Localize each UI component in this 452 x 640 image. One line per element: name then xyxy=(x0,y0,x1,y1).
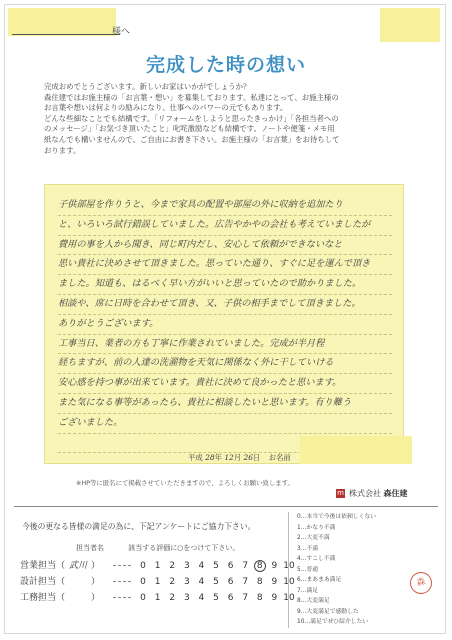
publication-note: ※HP等に匿名にて掲載させていただきますので、よろしくお願い致します。 xyxy=(76,479,294,487)
page-title: 完成した時の想い xyxy=(145,54,306,76)
company-logo-icon: m xyxy=(337,489,344,497)
rating-option[interactable]: 5 xyxy=(213,561,219,571)
letter-line: 思い貴社に決めさせて頂きました。思っていた通り、すぐに足を運んで頂き xyxy=(58,255,392,275)
letter-line: 費用の事を人から聞き、同じ町内だし、安心して依頼ができないなと xyxy=(58,236,392,256)
rating-option[interactable]: 6 xyxy=(227,593,234,603)
rating-role-close: ） xyxy=(91,577,101,587)
intro-line: 紙なんでも構いませんので、ご自由にお書き下さい。お施主様の「お言葉」をお待ちして xyxy=(44,134,340,144)
rating-scale[interactable] xyxy=(136,577,297,587)
staff-name[interactable]: 武川 xyxy=(69,561,88,571)
letter-line: また気になる事等があったら、貴社に相談したいと思います。有り難う xyxy=(58,394,392,414)
rating-option[interactable]: 8 xyxy=(256,577,263,587)
rating-option[interactable]: 3 xyxy=(183,593,190,603)
letter-line: ございました。 xyxy=(58,414,392,434)
company-block xyxy=(336,488,408,499)
rating-option[interactable]: 3 xyxy=(183,577,190,587)
date-year-unit: 年 xyxy=(214,453,222,462)
intro-line: 森住建ではお施主様の「お言葉・想い」を募集しております。私達にとって、お施主様の xyxy=(44,92,339,102)
intro-line: のメッセージ」「お気づき頂いたこと」叱咤激励なども結構です。ノートや便箋・メモ用 xyxy=(44,124,335,134)
letter-line: 子供部屋を作りうと、今まで家具の配置や部屋の外に収納を追加たり xyxy=(58,196,392,216)
addressee-line xyxy=(12,34,120,35)
rating-option[interactable]: 3 xyxy=(183,561,190,571)
rating-role: 設計担当（ xyxy=(20,577,66,587)
legend-item: 2…大変不満 xyxy=(297,535,330,541)
rating-option[interactable]: 1 xyxy=(154,593,161,603)
intro-text xyxy=(44,82,416,156)
rating-option[interactable]: 0 xyxy=(140,561,146,571)
rating-option[interactable]: 7 xyxy=(242,561,249,571)
rating-instruction: 該当する評価に○をつけて下さい。 xyxy=(128,544,240,552)
addressee-suffix: 様へ xyxy=(112,27,131,37)
legend-item: 3…不満 xyxy=(297,545,319,552)
survey-heading: 今後の更なる皆様の満足の為に、下記アンケートにご協力下さい。 xyxy=(22,522,256,531)
rating-option[interactable]: 4 xyxy=(198,577,205,587)
legend-item: 10…満足でぜひ紹介したい xyxy=(297,619,369,625)
rating-option[interactable]: 5 xyxy=(213,577,219,587)
legend-item: 0…本当で今後は依頼しくない xyxy=(297,514,377,520)
addressee-highlight xyxy=(8,8,116,36)
rating-option[interactable]: 4 xyxy=(198,593,205,603)
letter-line: 工事当日、業者の方も丁寧に作業されていました。完成が半月程 xyxy=(58,335,392,355)
intro-line: おります。 xyxy=(44,145,81,155)
date-day-unit: 日 xyxy=(252,453,261,462)
letter-line: 経ちますが、前の人達の洗濯物を天気に関係なく外に干していける xyxy=(58,354,392,374)
rating-option[interactable]: 2 xyxy=(169,593,176,603)
rating-option[interactable]: 1 xyxy=(154,561,161,571)
rating-row-sales xyxy=(20,558,296,572)
rating-option[interactable]: 0 xyxy=(140,577,146,587)
rating-option[interactable]: 8 xyxy=(256,593,263,603)
legend-item: 6…まあまあ満足 xyxy=(297,577,342,583)
rating-scale[interactable] xyxy=(136,593,297,603)
rating-row-construction xyxy=(20,590,296,603)
legend-item: 4…すこし不満 xyxy=(297,556,336,562)
section-divider xyxy=(14,506,438,507)
rating-option[interactable]: 2 xyxy=(169,577,176,587)
letter-line: と、いろいろ試行錯誤していました。広告やかやの会社も考えていましたが xyxy=(58,216,392,236)
rating-row-label xyxy=(20,574,108,587)
rating-option[interactable]: 2 xyxy=(169,561,176,571)
rating-option[interactable]: 6 xyxy=(227,561,234,571)
date-day: 26 xyxy=(243,453,253,462)
rating-row-design xyxy=(20,574,296,587)
rating-option[interactable]: 5 xyxy=(213,593,219,603)
letter-line: 相談や、席に日時を合わせて頂き、又、子供の相手までして頂きました。 xyxy=(58,295,392,315)
rating-option[interactable]: 1 xyxy=(154,577,161,587)
handwritten-letter xyxy=(58,196,392,453)
rating-option[interactable]: 9 xyxy=(271,561,278,571)
date-row xyxy=(188,452,291,463)
name-highlight xyxy=(300,436,412,464)
rating-option[interactable]: 10 xyxy=(283,561,295,571)
legend-item: 1…かなり不満 xyxy=(297,524,336,531)
legend-item: 9…大変満足で感動した xyxy=(297,608,359,615)
rating-row-label xyxy=(20,590,108,603)
seal-stamp: 森 xyxy=(408,570,434,596)
rating-role-close: ） xyxy=(91,561,101,571)
rating-option[interactable]: 7 xyxy=(242,593,249,603)
letter-line: ました。知道も、はるべく早い方がいいと思っていたので助かりました。 xyxy=(58,275,392,295)
date-month-unit: 月 xyxy=(233,453,242,462)
date-era: 平成 xyxy=(188,453,203,462)
intro-line: お言葉や想いは何よりの励みになり、仕事へのパワーの元でもあります。 xyxy=(44,103,288,113)
date-year: 28 xyxy=(205,453,215,462)
rating-legend xyxy=(288,512,435,628)
legend-item: 7…満足 xyxy=(297,587,319,594)
legend-item: 5…普通 xyxy=(297,566,319,573)
name-label: お名前 xyxy=(268,453,291,462)
rating-row-label xyxy=(20,558,108,571)
rating-option[interactable]: 0 xyxy=(140,593,146,603)
rating-role-close: ） xyxy=(91,593,101,603)
rating-option[interactable]: 4 xyxy=(198,561,205,571)
legend-item: 8…大変満足 xyxy=(297,598,330,604)
rating-role: 工務担当（ xyxy=(20,593,66,603)
row-leader xyxy=(113,581,131,582)
rating-option[interactable]: 9 xyxy=(271,593,278,603)
rating-option[interactable]: 9 xyxy=(271,577,278,587)
intro-line: 完成おめでとうございます。新しいお家はいかがでしょうか？ xyxy=(44,82,251,91)
row-leader xyxy=(113,565,131,566)
company-name: 森住建 xyxy=(383,489,408,498)
rating-option[interactable]: 6 xyxy=(227,577,234,587)
rating-option[interactable]: 8 xyxy=(254,560,266,572)
rating-option[interactable]: 10 xyxy=(283,593,295,603)
rating-role: 営業担当（ xyxy=(20,561,66,571)
corner-highlight xyxy=(380,8,440,42)
letter-line: ありがとうございます。 xyxy=(58,315,392,335)
rating-option[interactable]: 10 xyxy=(283,577,295,587)
rating-option[interactable]: 7 xyxy=(242,577,249,587)
letter-line: 安心感を持つ事が出来ています。貴社に決めて良かったと思います。 xyxy=(58,374,392,394)
date-month: 12 xyxy=(224,453,234,462)
intro-line: どんな些細なことでも結構です。「リフォームをしようと思ったきっかけ」「各担当者への xyxy=(44,113,339,123)
rating-scale[interactable] xyxy=(136,560,297,572)
company-prefix: 株式会社 xyxy=(349,489,381,498)
row-leader xyxy=(113,597,131,598)
staff-name-caption: 担当者名 xyxy=(76,544,104,552)
rating-caption xyxy=(76,543,239,553)
